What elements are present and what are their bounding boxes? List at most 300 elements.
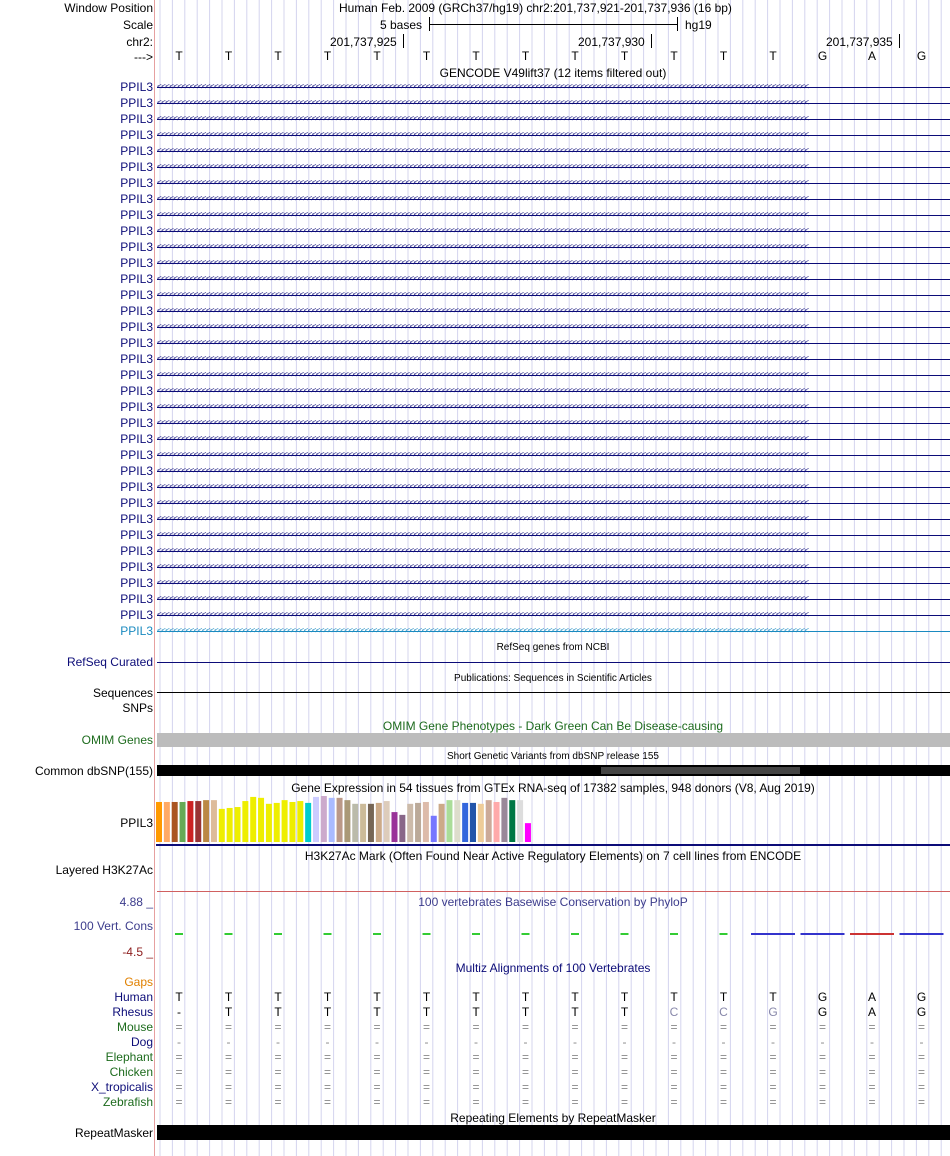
multiz-base: =: [620, 1080, 628, 1094]
gtex-title[interactable]: Gene Expression in 54 tissues from GTEx RNA-seq of 17382 samples, 948 donors (V8, Aug 2019): [291, 781, 815, 795]
multiz-base: -: [424, 1035, 429, 1049]
gtex-tissue-bar[interactable]: [266, 804, 272, 842]
gtex-tissue-bar[interactable]: [399, 815, 405, 842]
gencode-gene-label[interactable]: PPIL3: [120, 144, 153, 158]
phylop-score-mark[interactable]: [621, 933, 629, 935]
gencode-gene-label[interactable]: PPIL3: [120, 192, 153, 206]
multiz-base: =: [274, 1095, 282, 1109]
gencode-strand-arrows: <<<<<<<<<<<<<<<<<<<<<<<<<<<<<<<<<<<<<<<<<<<<<<<<<<<<<<<<<<<<<<<<<<<<<<<<<<<<<<<<<<<<<<<<<<<<<<<<<<<<<<<<<<<<<<<<<<<<<<<<<<<<<<<<<<<<<<<<<<<<<<<<<<<<<<<<<<<<<<<<: [157, 242, 809, 251]
multiz-base: G: [817, 990, 828, 1004]
label-separator: [154, 0, 155, 1156]
base-letter: T: [323, 49, 332, 63]
dbsnp-title[interactable]: Short Genetic Variants from dbSNP release 155: [447, 751, 659, 762]
multiz-base: T: [373, 1005, 381, 1019]
multiz-base: -: [226, 1035, 231, 1049]
multiz-base: =: [323, 1095, 331, 1109]
gtex-tissue-bar[interactable]: [235, 807, 241, 842]
multiz-base: =: [670, 1050, 678, 1064]
multiz-base: T: [571, 990, 579, 1004]
base-letter: G: [916, 49, 927, 63]
gtex-tissue-bar[interactable]: [313, 797, 319, 842]
gencode-strand-arrows: <<<<<<<<<<<<<<<<<<<<<<<<<<<<<<<<<<<<<<<<<<<<<<<<<<<<<<<<<<<<<<<<<<<<<<<<<<<<<<<<<<<<<<<<<<<<<<<<<<<<<<<<<<<<<<<<<<<<<<<<<<<<<<<<<<<<<<<<<<<<<<<<<<<<<<<<<<<<<<<<: [157, 610, 809, 619]
multiz-gaps-label: Gaps: [124, 975, 153, 989]
gencode-gene-label[interactable]: PPIL3: [120, 560, 153, 574]
multiz-base: -: [771, 1035, 775, 1049]
multiz-species-label[interactable]: Rhesus: [112, 1005, 153, 1019]
gencode-strand-arrows: <<<<<<<<<<<<<<<<<<<<<<<<<<<<<<<<<<<<<<<<<<<<<<<<<<<<<<<<<<<<<<<<<<<<<<<<<<<<<<<<<<<<<<<<<<<<<<<<<<<<<<<<<<<<<<<<<<<<<<<<<<<<<<<<<<<<<<<<<<<<<<<<<<<<<<<<<<<<<<<<: [157, 178, 809, 187]
multiz-base: -: [177, 1035, 181, 1049]
phylop-score-mark[interactable]: [670, 933, 678, 935]
gencode-strand-arrows: <<<<<<<<<<<<<<<<<<<<<<<<<<<<<<<<<<<<<<<<<<<<<<<<<<<<<<<<<<<<<<<<<<<<<<<<<<<<<<<<<<<<<<<<<<<<<<<<<<<<<<<<<<<<<<<<<<<<<<<<<<<<<<<<<<<<<<<<<<<<<<<<<<<<<<<<<<<<<<<<: [157, 210, 809, 219]
multiz-base: =: [521, 1020, 529, 1034]
gtex-tissue-bar[interactable]: [384, 801, 390, 842]
phylop-score-mark[interactable]: [373, 933, 381, 935]
gtex-tissue-bar[interactable]: [470, 803, 476, 842]
gtex-tissue-bar[interactable]: [211, 800, 217, 842]
gencode-strand-arrows: <<<<<<<<<<<<<<<<<<<<<<<<<<<<<<<<<<<<<<<<<<<<<<<<<<<<<<<<<<<<<<<<<<<<<<<<<<<<<<<<<<<<<<<<<<<<<<<<<<<<<<<<<<<<<<<<<<<<<<<<<<<<<<<<<<<<<<<<<<<<<<<<<<<<<<<<<<<<<<<<: [157, 290, 809, 299]
multiz-base: =: [868, 1080, 876, 1094]
multiz-base: =: [620, 1020, 628, 1034]
base-letter: T: [274, 49, 282, 63]
phylop-score-mark[interactable]: [175, 933, 183, 935]
multiz-base: -: [622, 1035, 627, 1049]
gtex-tissue-bar[interactable]: [462, 803, 468, 842]
multiz-base: =: [224, 1095, 232, 1109]
dbsnp-bar[interactable]: [157, 765, 950, 776]
base-letter: T: [620, 49, 629, 63]
base-letter: T: [719, 49, 728, 63]
multiz-base: -: [276, 1035, 280, 1049]
gtex-tissue-bar[interactable]: [258, 798, 264, 842]
gencode-gene-label[interactable]: PPIL3: [120, 256, 153, 270]
multiz-base: =: [620, 1065, 628, 1079]
repeatmasker-bar[interactable]: [157, 1125, 950, 1140]
gtex-bar-chart[interactable]: [156, 796, 950, 848]
multiz-base: =: [274, 1050, 282, 1064]
multiz-base: =: [422, 1080, 430, 1094]
multiz-base: =: [818, 1020, 826, 1034]
multiz-base: =: [175, 1065, 183, 1079]
gencode-strand-arrows: <<<<<<<<<<<<<<<<<<<<<<<<<<<<<<<<<<<<<<<<<<<<<<<<<<<<<<<<<<<<<<<<<<<<<<<<<<<<<<<<<<<<<<<<<<<<<<<<<<<<<<<<<<<<<<<<<<<<<<<<<<<<<<<<<<<<<<<<<<<<<<<<<<<<<<<<<<<<<<<<: [157, 466, 809, 475]
gencode-strand-arrows: <<<<<<<<<<<<<<<<<<<<<<<<<<<<<<<<<<<<<<<<<<<<<<<<<<<<<<<<<<<<<<<<<<<<<<<<<<<<<<<<<<<<<<<<<<<<<<<<<<<<<<<<<<<<<<<<<<<<<<<<<<<<<<<<<<<<<<<<<<<<<<<<<<<<<<<<<<<<<<<<: [157, 98, 809, 107]
multiz-base: =: [818, 1095, 826, 1109]
gencode-strand-arrows: <<<<<<<<<<<<<<<<<<<<<<<<<<<<<<<<<<<<<<<<<<<<<<<<<<<<<<<<<<<<<<<<<<<<<<<<<<<<<<<<<<<<<<<<<<<<<<<<<<<<<<<<<<<<<<<<<<<<<<<<<<<<<<<<<<<<<<<<<<<<<<<<<<<<<<<<<<<<<<<<: [157, 162, 809, 171]
gtex-tissue-bar[interactable]: [297, 801, 303, 842]
gencode-gene-label[interactable]: PPIL3: [120, 128, 153, 142]
gencode-strand-arrows: <<<<<<<<<<<<<<<<<<<<<<<<<<<<<<<<<<<<<<<<<<<<<<<<<<<<<<<<<<<<<<<<<<<<<<<<<<<<<<<<<<<<<<<<<<<<<<<<<<<<<<<<<<<<<<<<<<<<<<<<<<<<<<<<<<<<<<<<<<<<<<<<<<<<<<<<<<<<<<<<: [157, 226, 809, 235]
gencode-gene-label[interactable]: PPIL3: [120, 96, 153, 110]
gencode-strand-arrows: <<<<<<<<<<<<<<<<<<<<<<<<<<<<<<<<<<<<<<<<<<<<<<<<<<<<<<<<<<<<<<<<<<<<<<<<<<<<<<<<<<<<<<<<<<<<<<<<<<<<<<<<<<<<<<<<<<<<<<<<<<<<<<<<<<<<<<<<<<<<<<<<<<<<<<<<<<<<<<<<: [157, 530, 809, 539]
gtex-tissue-bar[interactable]: [172, 802, 178, 842]
gencode-strand-arrows: <<<<<<<<<<<<<<<<<<<<<<<<<<<<<<<<<<<<<<<<<<<<<<<<<<<<<<<<<<<<<<<<<<<<<<<<<<<<<<<<<<<<<<<<<<<<<<<<<<<<<<<<<<<<<<<<<<<<<<<<<<<<<<<<<<<<<<<<<<<<<<<<<<<<<<<<<<<<<<<<: [157, 322, 809, 331]
multiz-base: C: [669, 1005, 679, 1019]
position-label-3: 201,737,935: [826, 35, 893, 49]
gencode-gene-label[interactable]: PPIL3: [120, 512, 153, 526]
base-letter: T: [521, 49, 530, 63]
multiz-base: =: [472, 1020, 480, 1034]
gtex-tissue-bar[interactable]: [407, 804, 413, 842]
multiz-base: =: [769, 1020, 777, 1034]
gencode-gene-label[interactable]: PPIL3: [120, 288, 153, 302]
phylop-label[interactable]: 100 Vert. Cons: [73, 919, 153, 933]
position-label-1: 201,737,925: [330, 35, 397, 49]
gtex-tissue-bar[interactable]: [250, 797, 256, 842]
gencode-gene-label[interactable]: PPIL3: [120, 336, 153, 350]
gencode-strand-arrows: <<<<<<<<<<<<<<<<<<<<<<<<<<<<<<<<<<<<<<<<<<<<<<<<<<<<<<<<<<<<<<<<<<<<<<<<<<<<<<<<<<<<<<<<<<<<<<<<<<<<<<<<<<<<<<<<<<<<<<<<<<<<<<<<<<<<<<<<<<<<<<<<<<<<<<<<<<<<<<<<: [157, 514, 809, 523]
phylop-score-mark[interactable]: [274, 933, 282, 935]
gencode-gene-label[interactable]: PPIL3: [120, 272, 153, 286]
gencode-strand-arrows: <<<<<<<<<<<<<<<<<<<<<<<<<<<<<<<<<<<<<<<<<<<<<<<<<<<<<<<<<<<<<<<<<<<<<<<<<<<<<<<<<<<<<<<<<<<<<<<<<<<<<<<<<<<<<<<<<<<<<<<<<<<<<<<<<<<<<<<<<<<<<<<<<<<<<<<<<<<<<<<<: [157, 82, 809, 91]
multiz-base: T: [472, 990, 480, 1004]
multiz-base: -: [870, 1035, 874, 1049]
gencode-gene-label[interactable]: PPIL3: [120, 528, 153, 542]
multiz-base: =: [323, 1050, 331, 1064]
gencode-strand-arrows: <<<<<<<<<<<<<<<<<<<<<<<<<<<<<<<<<<<<<<<<<<<<<<<<<<<<<<<<<<<<<<<<<<<<<<<<<<<<<<<<<<<<<<<<<<<<<<<<<<<<<<<<<<<<<<<<<<<<<<<<<<<<<<<<<<<<<<<<<<<<<<<<<<<<<<<<<<<<<<<<: [157, 258, 809, 267]
multiz-base: =: [224, 1065, 232, 1079]
gencode-gene-label[interactable]: PPIL3: [120, 624, 153, 638]
strand-label: --->: [134, 50, 153, 64]
multiz-base: T: [521, 1005, 530, 1019]
pubs-sequences-label[interactable]: Sequences: [92, 686, 153, 700]
gencode-gene-label[interactable]: PPIL3: [120, 448, 153, 462]
multiz-base: =: [620, 1050, 628, 1064]
gtex-tissue-bar[interactable]: [203, 800, 209, 842]
gencode-title[interactable]: GENCODE V49lift37 (12 items filtered out): [439, 66, 667, 80]
multiz-base: =: [571, 1095, 579, 1109]
multiz-base: T: [521, 990, 530, 1004]
multiz-base: =: [274, 1080, 282, 1094]
multiz-title[interactable]: Multiz Alignments of 100 Vertebrates: [455, 961, 651, 975]
multiz-base: -: [672, 1035, 676, 1049]
gtex-tissue-bar[interactable]: [352, 804, 358, 842]
gtex-tissue-bar[interactable]: [509, 800, 515, 842]
phylop-score-mark[interactable]: [225, 933, 233, 935]
gtex-tissue-bar[interactable]: [180, 802, 186, 842]
multiz-base: -: [375, 1035, 379, 1049]
pubs-line[interactable]: [157, 692, 950, 693]
gencode-gene-label[interactable]: PPIL3: [120, 208, 153, 222]
gtex-tissue-bar[interactable]: [219, 809, 225, 842]
gencode-gene-label[interactable]: PPIL3: [120, 480, 153, 494]
scale-bar-left-tick: [429, 17, 430, 31]
gencode-strand-arrows: <<<<<<<<<<<<<<<<<<<<<<<<<<<<<<<<<<<<<<<<<<<<<<<<<<<<<<<<<<<<<<<<<<<<<<<<<<<<<<<<<<<<<<<<<<<<<<<<<<<<<<<<<<<<<<<<<<<<<<<<<<<<<<<<<<<<<<<<<<<<<<<<<<<<<<<<<<<<<<<<: [157, 450, 809, 459]
multiz-base: -: [177, 1005, 181, 1019]
multiz-base: =: [868, 1020, 876, 1034]
multiz-base: A: [867, 1005, 876, 1019]
multiz-base: =: [818, 1080, 826, 1094]
multiz-base: A: [867, 990, 876, 1004]
gencode-gene-label[interactable]: PPIL3: [120, 608, 153, 622]
omim-bar[interactable]: [157, 733, 950, 747]
gencode-strand-arrows: <<<<<<<<<<<<<<<<<<<<<<<<<<<<<<<<<<<<<<<<<<<<<<<<<<<<<<<<<<<<<<<<<<<<<<<<<<<<<<<<<<<<<<<<<<<<<<<<<<<<<<<<<<<<<<<<<<<<<<<<<<<<<<<<<<<<<<<<<<<<<<<<<<<<<<<<<<<<<<<<: [157, 498, 809, 507]
gtex-tissue-bar[interactable]: [289, 802, 295, 842]
gtex-tissue-bar[interactable]: [454, 800, 460, 842]
multiz-species-label[interactable]: Chicken: [109, 1065, 153, 1079]
multiz-base: T: [422, 990, 431, 1004]
base-letter: G: [817, 49, 828, 63]
multiz-base: =: [571, 1020, 579, 1034]
gencode-gene-label[interactable]: PPIL3: [120, 416, 153, 430]
multiz-base: T: [274, 990, 282, 1004]
multiz-base: T: [373, 990, 381, 1004]
gtex-tissue-bar[interactable]: [525, 823, 531, 842]
position-tick-2: [651, 34, 652, 48]
gtex-tissue-bar[interactable]: [392, 812, 398, 842]
multiz-base: =: [175, 1095, 183, 1109]
scale-db: hg19: [685, 18, 712, 32]
multiz-species-label[interactable]: Dog: [130, 1035, 153, 1049]
multiz-base: =: [175, 1050, 183, 1064]
gtex-tissue-bar[interactable]: [195, 801, 201, 842]
multiz-base: =: [472, 1095, 480, 1109]
multiz-base: =: [224, 1020, 232, 1034]
base-letter: T: [769, 49, 777, 63]
dbsnp-variant-mark[interactable]: [601, 767, 800, 774]
multiz-base: =: [868, 1065, 876, 1079]
multiz-base: =: [472, 1080, 480, 1094]
phylop-score-mark[interactable]: [522, 933, 530, 935]
phylop-min: -4.5 _: [122, 945, 153, 959]
gtex-tissue-bar[interactable]: [446, 800, 452, 842]
pubs-title[interactable]: Publications: Sequences in Scientific Articles: [454, 673, 652, 684]
gtex-tissue-bar[interactable]: [517, 800, 523, 842]
gtex-tissue-bar[interactable]: [187, 801, 193, 842]
gencode-gene-label[interactable]: PPIL3: [120, 112, 153, 126]
multiz-base: =: [571, 1080, 579, 1094]
phylop-score-mark[interactable]: [900, 933, 944, 935]
multiz-base: =: [274, 1020, 282, 1034]
gtex-tissue-bar[interactable]: [368, 804, 374, 842]
multiz-base: =: [373, 1065, 381, 1079]
gtex-tissue-bar[interactable]: [274, 803, 280, 842]
multiz-base: C: [719, 1005, 728, 1019]
multiz-base: T: [620, 1005, 629, 1019]
refseq-label[interactable]: RefSeq Curated: [66, 655, 153, 669]
multiz-base: G: [817, 1005, 828, 1019]
gencode-gene-label[interactable]: PPIL3: [120, 576, 153, 590]
multiz-base: =: [224, 1050, 232, 1064]
gtex-tissue-bar[interactable]: [486, 800, 492, 842]
scale-label: Scale: [122, 18, 153, 32]
window-position-label: Window Position: [64, 1, 153, 15]
gencode-strand-arrows: <<<<<<<<<<<<<<<<<<<<<<<<<<<<<<<<<<<<<<<<<<<<<<<<<<<<<<<<<<<<<<<<<<<<<<<<<<<<<<<<<<<<<<<<<<<<<<<<<<<<<<<<<<<<<<<<<<<<<<<<<<<<<<<<<<<<<<<<<<<<<<<<<<<<<<<<<<<<<<<<: [157, 146, 809, 155]
gtex-tissue-bar[interactable]: [376, 803, 382, 842]
phylop-track[interactable]: [156, 900, 950, 960]
gtex-tissue-bar[interactable]: [439, 804, 445, 842]
gencode-strand-arrows: <<<<<<<<<<<<<<<<<<<<<<<<<<<<<<<<<<<<<<<<<<<<<<<<<<<<<<<<<<<<<<<<<<<<<<<<<<<<<<<<<<<<<<<<<<<<<<<<<<<<<<<<<<<<<<<<<<<<<<<<<<<<<<<<<<<<<<<<<<<<<<<<<<<<<<<<<<<<<<<<: [157, 274, 809, 283]
gtex-tissue-bar[interactable]: [242, 801, 248, 842]
multiz-base: =: [670, 1095, 678, 1109]
gtex-tissue-bar[interactable]: [321, 796, 327, 842]
base-letter: T: [373, 49, 381, 63]
phylop-title[interactable]: 100 vertebrates Basewise Conservation by PhyloP: [418, 895, 688, 909]
phylop-score-mark[interactable]: [801, 933, 845, 935]
position-tick-1: [403, 34, 404, 48]
assembly-title[interactable]: Human Feb. 2009 (GRCh37/hg19) chr2:201,737,921-201,737,936 (16 bp): [339, 1, 732, 15]
gencode-strand-arrows: <<<<<<<<<<<<<<<<<<<<<<<<<<<<<<<<<<<<<<<<<<<<<<<<<<<<<<<<<<<<<<<<<<<<<<<<<<<<<<<<<<<<<<<<<<<<<<<<<<<<<<<<<<<<<<<<<<<<<<<<<<<<<<<<<<<<<<<<<<<<<<<<<<<<<<<<<<<<<<<<: [157, 546, 809, 555]
multiz-base: -: [721, 1035, 726, 1049]
gencode-gene-label[interactable]: PPIL3: [120, 160, 153, 174]
multiz-species-label[interactable]: Elephant: [105, 1050, 153, 1064]
multiz-base: =: [274, 1065, 282, 1079]
phylop-score-mark[interactable]: [751, 933, 795, 935]
multiz-species-label[interactable]: Mouse: [116, 1020, 153, 1034]
gencode-strand-arrows: <<<<<<<<<<<<<<<<<<<<<<<<<<<<<<<<<<<<<<<<<<<<<<<<<<<<<<<<<<<<<<<<<<<<<<<<<<<<<<<<<<<<<<<<<<<<<<<<<<<<<<<<<<<<<<<<<<<<<<<<<<<<<<<<<<<<<<<<<<<<<<<<<<<<<<<<<<<<<<<<: [157, 306, 809, 315]
gencode-gene-label[interactable]: PPIL3: [120, 352, 153, 366]
gtex-tissue-bar[interactable]: [501, 798, 507, 842]
phylop-score-mark[interactable]: [324, 933, 332, 935]
gencode-gene-label[interactable]: PPIL3: [120, 224, 153, 238]
phylop-score-mark[interactable]: [423, 933, 431, 935]
gtex-tissue-bar[interactable]: [227, 808, 233, 842]
multiz-base: =: [472, 1050, 480, 1064]
gencode-strand-arrows: <<<<<<<<<<<<<<<<<<<<<<<<<<<<<<<<<<<<<<<<<<<<<<<<<<<<<<<<<<<<<<<<<<<<<<<<<<<<<<<<<<<<<<<<<<<<<<<<<<<<<<<<<<<<<<<<<<<<<<<<<<<<<<<<<<<<<<<<<<<<<<<<<<<<<<<<<<<<<<<<: [157, 594, 809, 603]
gencode-gene-label[interactable]: PPIL3: [120, 592, 153, 606]
gencode-gene-label[interactable]: PPIL3: [120, 496, 153, 510]
multiz-base: -: [919, 1035, 924, 1049]
multiz-base: =: [323, 1020, 331, 1034]
gencode-strand-arrows: <<<<<<<<<<<<<<<<<<<<<<<<<<<<<<<<<<<<<<<<<<<<<<<<<<<<<<<<<<<<<<<<<<<<<<<<<<<<<<<<<<<<<<<<<<<<<<<<<<<<<<<<<<<<<<<<<<<<<<<<<<<<<<<<<<<<<<<<<<<<<<<<<<<<<<<<<<<<<<<<: [157, 434, 809, 443]
multiz-base: =: [868, 1095, 876, 1109]
multiz-base: =: [769, 1050, 777, 1064]
gtex-tissue-bar[interactable]: [494, 802, 500, 842]
position-tick-3: [899, 34, 900, 48]
gtex-tissue-bar[interactable]: [337, 798, 343, 842]
h3k27ac-baseline: [157, 891, 950, 892]
base-letter: T: [224, 49, 233, 63]
gencode-gene-label[interactable]: PPIL3: [120, 400, 153, 414]
gencode-gene-label[interactable]: PPIL3: [120, 320, 153, 334]
omim-label[interactable]: OMIM Genes: [81, 733, 153, 747]
multiz-base: =: [719, 1050, 727, 1064]
base-letter: T: [571, 49, 579, 63]
multiz-base: G: [916, 1005, 927, 1019]
multiz-base: T: [571, 1005, 579, 1019]
multiz-species-label[interactable]: X_tropicalis: [90, 1080, 153, 1094]
multiz-base: =: [224, 1080, 232, 1094]
gtex-tissue-bar[interactable]: [156, 802, 162, 842]
multiz-base: G: [916, 990, 927, 1004]
multiz-species-label[interactable]: Zebrafish: [102, 1095, 153, 1109]
multiz-base: =: [571, 1050, 579, 1064]
gtex-tissue-bar[interactable]: [344, 800, 350, 842]
multiz-base: =: [917, 1080, 925, 1094]
gencode-gene-label[interactable]: PPIL3: [120, 432, 153, 446]
gtex-tissue-bar[interactable]: [423, 802, 429, 842]
multiz-base: =: [472, 1065, 480, 1079]
refseq-title[interactable]: RefSeq genes from NCBI: [496, 642, 610, 653]
scale-bar: [429, 24, 677, 25]
multiz-base: =: [521, 1065, 529, 1079]
chrom-label: chr2:: [126, 35, 153, 49]
gtex-tissue-bar[interactable]: [305, 803, 311, 842]
multiz-base: =: [719, 1020, 727, 1034]
gencode-strand-arrows: <<<<<<<<<<<<<<<<<<<<<<<<<<<<<<<<<<<<<<<<<<<<<<<<<<<<<<<<<<<<<<<<<<<<<<<<<<<<<<<<<<<<<<<<<<<<<<<<<<<<<<<<<<<<<<<<<<<<<<<<<<<<<<<<<<<<<<<<<<<<<<<<<<<<<<<<<<<<<<<<: [157, 194, 809, 203]
gtex-label[interactable]: PPIL3: [120, 816, 153, 830]
gencode-gene-label[interactable]: PPIL3: [120, 240, 153, 254]
gencode-gene-label[interactable]: PPIL3: [120, 176, 153, 190]
gencode-gene-label[interactable]: PPIL3: [120, 464, 153, 478]
multiz-base: -: [325, 1035, 330, 1049]
multiz-base: T: [670, 990, 678, 1004]
gencode-strand-arrows: <<<<<<<<<<<<<<<<<<<<<<<<<<<<<<<<<<<<<<<<<<<<<<<<<<<<<<<<<<<<<<<<<<<<<<<<<<<<<<<<<<<<<<<<<<<<<<<<<<<<<<<<<<<<<<<<<<<<<<<<<<<<<<<<<<<<<<<<<<<<<<<<<<<<<<<<<<<<<<<<: [157, 338, 809, 347]
gtex-tissue-bar[interactable]: [329, 798, 335, 842]
h3k27ac-label[interactable]: Layered H3K27Ac: [55, 863, 153, 877]
phylop-score-mark[interactable]: [720, 933, 728, 935]
multiz-base: =: [323, 1080, 331, 1094]
multiz-base: T: [472, 1005, 480, 1019]
phylop-max: 4.88 _: [119, 895, 153, 909]
gtex-tissue-bar[interactable]: [415, 803, 421, 842]
gencode-gene-label[interactable]: PPIL3: [120, 384, 153, 398]
omim-title[interactable]: OMIM Gene Phenotypes - Dark Green Can Be Disease-causing: [382, 719, 724, 733]
multiz-base: =: [521, 1050, 529, 1064]
multiz-base: =: [373, 1020, 381, 1034]
multiz-base: T: [719, 990, 728, 1004]
repeatmasker-label[interactable]: RepeatMasker: [74, 1126, 153, 1140]
gencode-gene-label[interactable]: PPIL3: [120, 304, 153, 318]
gtex-tissue-bar[interactable]: [360, 804, 366, 842]
multiz-base: T: [274, 1005, 282, 1019]
gtex-tissue-bar[interactable]: [282, 800, 288, 842]
multiz-base: =: [521, 1080, 529, 1094]
gencode-gene-label[interactable]: PPIL3: [120, 368, 153, 382]
gtex-tissue-bar[interactable]: [164, 802, 170, 842]
multiz-base: =: [521, 1095, 529, 1109]
multiz-base: T: [323, 1005, 332, 1019]
multiz-base: G: [768, 1005, 778, 1019]
gencode-strand-arrows: <<<<<<<<<<<<<<<<<<<<<<<<<<<<<<<<<<<<<<<<<<<<<<<<<<<<<<<<<<<<<<<<<<<<<<<<<<<<<<<<<<<<<<<<<<<<<<<<<<<<<<<<<<<<<<<<<<<<<<<<<<<<<<<<<<<<<<<<<<<<<<<<<<<<<<<<<<<<<<<<: [157, 418, 809, 427]
gencode-gene-label[interactable]: PPIL3: [120, 544, 153, 558]
multiz-base: =: [818, 1065, 826, 1079]
gencode-strand-arrows: <<<<<<<<<<<<<<<<<<<<<<<<<<<<<<<<<<<<<<<<<<<<<<<<<<<<<<<<<<<<<<<<<<<<<<<<<<<<<<<<<<<<<<<<<<<<<<<<<<<<<<<<<<<<<<<<<<<<<<<<<<<<<<<<<<<<<<<<<<<<<<<<<<<<<<<<<<<<<<<<: [157, 562, 809, 571]
gtex-tissue-bar[interactable]: [431, 816, 437, 842]
phylop-score-mark[interactable]: [571, 933, 579, 935]
multiz-base: =: [422, 1020, 430, 1034]
gtex-tissue-bar[interactable]: [478, 804, 484, 842]
gencode-strand-arrows: <<<<<<<<<<<<<<<<<<<<<<<<<<<<<<<<<<<<<<<<<<<<<<<<<<<<<<<<<<<<<<<<<<<<<<<<<<<<<<<<<<<<<<<<<<<<<<<<<<<<<<<<<<<<<<<<<<<<<<<<<<<<<<<<<<<<<<<<<<<<<<<<<<<<<<<<<<<<<<<<: [157, 354, 809, 363]
multiz-base: =: [422, 1065, 430, 1079]
base-letter: A: [867, 49, 876, 63]
base-letter: T: [422, 49, 431, 63]
multiz-base: =: [917, 1050, 925, 1064]
multiz-base: =: [373, 1095, 381, 1109]
multiz-base: =: [670, 1080, 678, 1094]
multiz-base: =: [670, 1020, 678, 1034]
gencode-strand-arrows: <<<<<<<<<<<<<<<<<<<<<<<<<<<<<<<<<<<<<<<<<<<<<<<<<<<<<<<<<<<<<<<<<<<<<<<<<<<<<<<<<<<<<<<<<<<<<<<<<<<<<<<<<<<<<<<<<<<<<<<<<<<<<<<<<<<<<<<<<<<<<<<<<<<<<<<<<<<<<<<<: [157, 130, 809, 139]
dbsnp-label[interactable]: Common dbSNP(155): [34, 764, 153, 778]
phylop-score-mark[interactable]: [850, 933, 894, 935]
multiz-base: T: [620, 990, 629, 1004]
phylop-score-mark[interactable]: [472, 933, 480, 935]
gencode-gene-label[interactable]: PPIL3: [120, 80, 153, 94]
gencode-strand-arrows: <<<<<<<<<<<<<<<<<<<<<<<<<<<<<<<<<<<<<<<<<<<<<<<<<<<<<<<<<<<<<<<<<<<<<<<<<<<<<<<<<<<<<<<<<<<<<<<<<<<<<<<<<<<<<<<<<<<<<<<<<<<<<<<<<<<<<<<<<<<<<<<<<<<<<<<<<<<<<<<<: [157, 482, 809, 491]
h3k27ac-title[interactable]: H3K27Ac Mark (Often Found Near Active Regulatory Elements) on 7 cell lines from ENCODE: [304, 849, 802, 863]
multiz-base: T: [224, 1005, 233, 1019]
multiz-base: -: [573, 1035, 577, 1049]
repeatmasker-title[interactable]: Repeating Elements by RepeatMasker: [450, 1111, 656, 1125]
multiz-base: -: [820, 1035, 825, 1049]
scale-text: 5 bases: [380, 18, 423, 32]
multiz-base: -: [523, 1035, 528, 1049]
refseq-line[interactable]: [157, 662, 950, 663]
multiz-species-label[interactable]: Human: [114, 990, 153, 1004]
multiz-base: =: [868, 1050, 876, 1064]
multiz-base: T: [224, 990, 233, 1004]
multiz-base: T: [769, 990, 777, 1004]
pubs-snps-label[interactable]: SNPs: [122, 701, 153, 715]
scale-bar-right-tick: [677, 17, 678, 31]
